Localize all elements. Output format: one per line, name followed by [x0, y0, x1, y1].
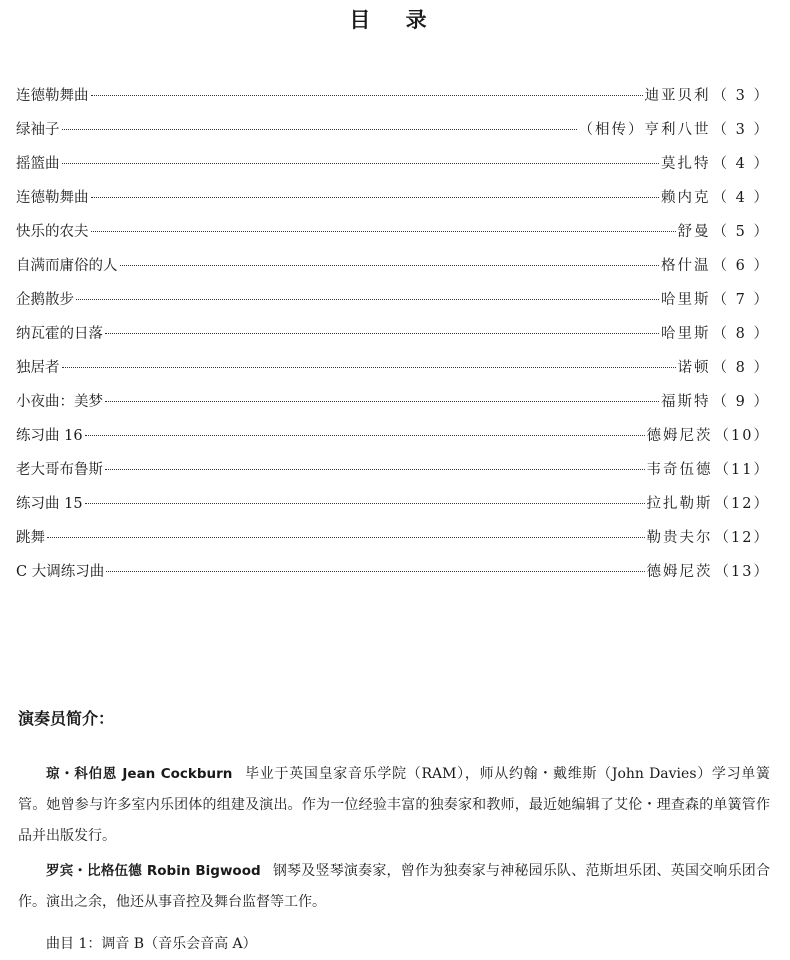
toc-entry [16, 526, 770, 560]
toc-entry [16, 84, 770, 118]
toc-page-number: （10） [714, 428, 770, 444]
toc-page-number: （ 9 ） [712, 394, 770, 410]
toc-piece-title: 连德勒舞曲 [16, 190, 89, 206]
toc-piece-title: 小夜曲：美梦 [16, 394, 103, 410]
toc-composer: 哈里斯 [661, 292, 711, 308]
toc-dot-leader [62, 129, 577, 130]
toc-dot-leader [120, 265, 660, 266]
toc-page-number: （12） [714, 530, 770, 546]
toc-page-number: （ 4 ） [712, 156, 770, 172]
toc-piece-title: 独居者 [16, 360, 60, 376]
toc-entry [16, 254, 770, 288]
toc-composer: 哈里斯 [661, 326, 711, 342]
toc-dot-leader [106, 571, 644, 572]
toc-dot-leader [105, 401, 659, 402]
toc-page-number: （ 4 ） [712, 190, 770, 206]
toc-piece-title: 自满而庸俗的人 [16, 258, 118, 274]
performer-bio-cockburn [18, 759, 770, 852]
toc-dot-leader [105, 469, 645, 470]
toc-composer: 诺顿 [677, 360, 711, 376]
toc-piece-title: 摇篮曲 [16, 156, 60, 172]
toc-dot-leader [76, 299, 659, 300]
toc-page-number: （ 8 ） [712, 326, 770, 342]
toc-piece-title: 绿袖子 [16, 122, 60, 138]
performers-heading: 演奏员简介： [18, 709, 115, 728]
toc-composer: 赖内克 [661, 190, 711, 206]
toc-dot-leader [85, 435, 645, 436]
performer-name: 罗宾・比格伍德 Robin Bigwood [46, 863, 261, 879]
toc-entry [16, 492, 770, 526]
toc-composer: 拉扎勒斯 [646, 496, 713, 512]
toc-dot-leader [91, 95, 643, 96]
toc-page-number: （ 3 ） [712, 88, 770, 104]
toc-piece-title: 老大哥布鲁斯 [16, 462, 103, 478]
toc-page-number: （ 3 ） [712, 122, 770, 138]
toc-page-number: （12） [714, 496, 770, 512]
performer-name: 琼・科伯恩 Jean Cockburn [46, 766, 233, 782]
toc-piece-title: 连德勒舞曲 [16, 88, 89, 104]
toc-composer: 德姆尼茨 [646, 564, 713, 580]
toc-composer: 福斯特 [661, 394, 711, 410]
toc-piece-title: C 大调练习曲 [16, 564, 105, 580]
toc-piece-title: 练习曲 16 [16, 428, 83, 444]
toc-dot-leader [85, 503, 645, 504]
toc-composer: 莫扎特 [661, 156, 711, 172]
toc-composer: 舒曼 [677, 224, 711, 240]
toc-dot-leader [105, 333, 659, 334]
toc-dot-leader [91, 197, 660, 198]
toc-dot-leader [91, 231, 676, 232]
toc-dot-leader [62, 163, 660, 164]
toc-page-number: （ 5 ） [712, 224, 770, 240]
performer-bio-text: 钢琴及竖琴演奏家，曾作为独奏家与神秘园乐队、范斯坦乐团、英国交响乐团合作。演出之余，他还从事音控及舞台监督等工作。 [18, 863, 770, 910]
page-title: 目 录 [349, 8, 441, 32]
toc-composer: 韦奇伍德 [646, 462, 713, 478]
toc-piece-title: 快乐的农夫 [16, 224, 89, 240]
toc-dot-leader [62, 367, 676, 368]
toc-composer: 德姆尼茨 [646, 428, 713, 444]
toc-entry [16, 118, 770, 152]
toc-entry [16, 458, 770, 492]
performer-bio-bigwood [18, 856, 770, 918]
toc-composer: 勒贵夫尔 [646, 530, 713, 546]
toc-composer: （相传）亨利八世 [578, 122, 711, 138]
toc-dot-leader [47, 537, 645, 538]
toc-entry [16, 356, 770, 390]
toc-entry [16, 560, 770, 594]
toc-page-number: （13） [714, 564, 770, 580]
toc-entry [16, 288, 770, 322]
toc-piece-title: 练习曲 15 [16, 496, 83, 512]
toc-piece-title: 跳舞 [16, 530, 45, 546]
toc-composer: 迪亚贝利 [644, 88, 711, 104]
toc-page-number: （ 6 ） [712, 258, 770, 274]
toc-composer: 格什温 [661, 258, 711, 274]
toc-page-number: （11） [714, 462, 770, 478]
toc-piece-title: 企鹅散步 [16, 292, 74, 308]
toc-entry [16, 220, 770, 254]
toc-entry [16, 390, 770, 424]
toc-piece-title: 纳瓦霍的日落 [16, 326, 103, 342]
toc-entry [16, 186, 770, 220]
toc-entry [16, 152, 770, 186]
track-info: 曲目 1：调音 B（音乐会音高 A） [46, 936, 257, 952]
table-of-contents [16, 84, 770, 594]
performer-bio-text: 毕业于英国皇家音乐学院（RAM），师从约翰・戴维斯（John Davies）学习单簧管。她曾参与许多室内乐团体的组建及演出。作为一位经验丰富的独奏家和教师，最近她编辑了艾伦・理查森的单簧管作品并出版发行。 [18, 766, 770, 844]
toc-entry [16, 322, 770, 356]
toc-entry [16, 424, 770, 458]
toc-page-number: （ 7 ） [712, 292, 770, 308]
toc-page-number: （ 8 ） [712, 360, 770, 376]
